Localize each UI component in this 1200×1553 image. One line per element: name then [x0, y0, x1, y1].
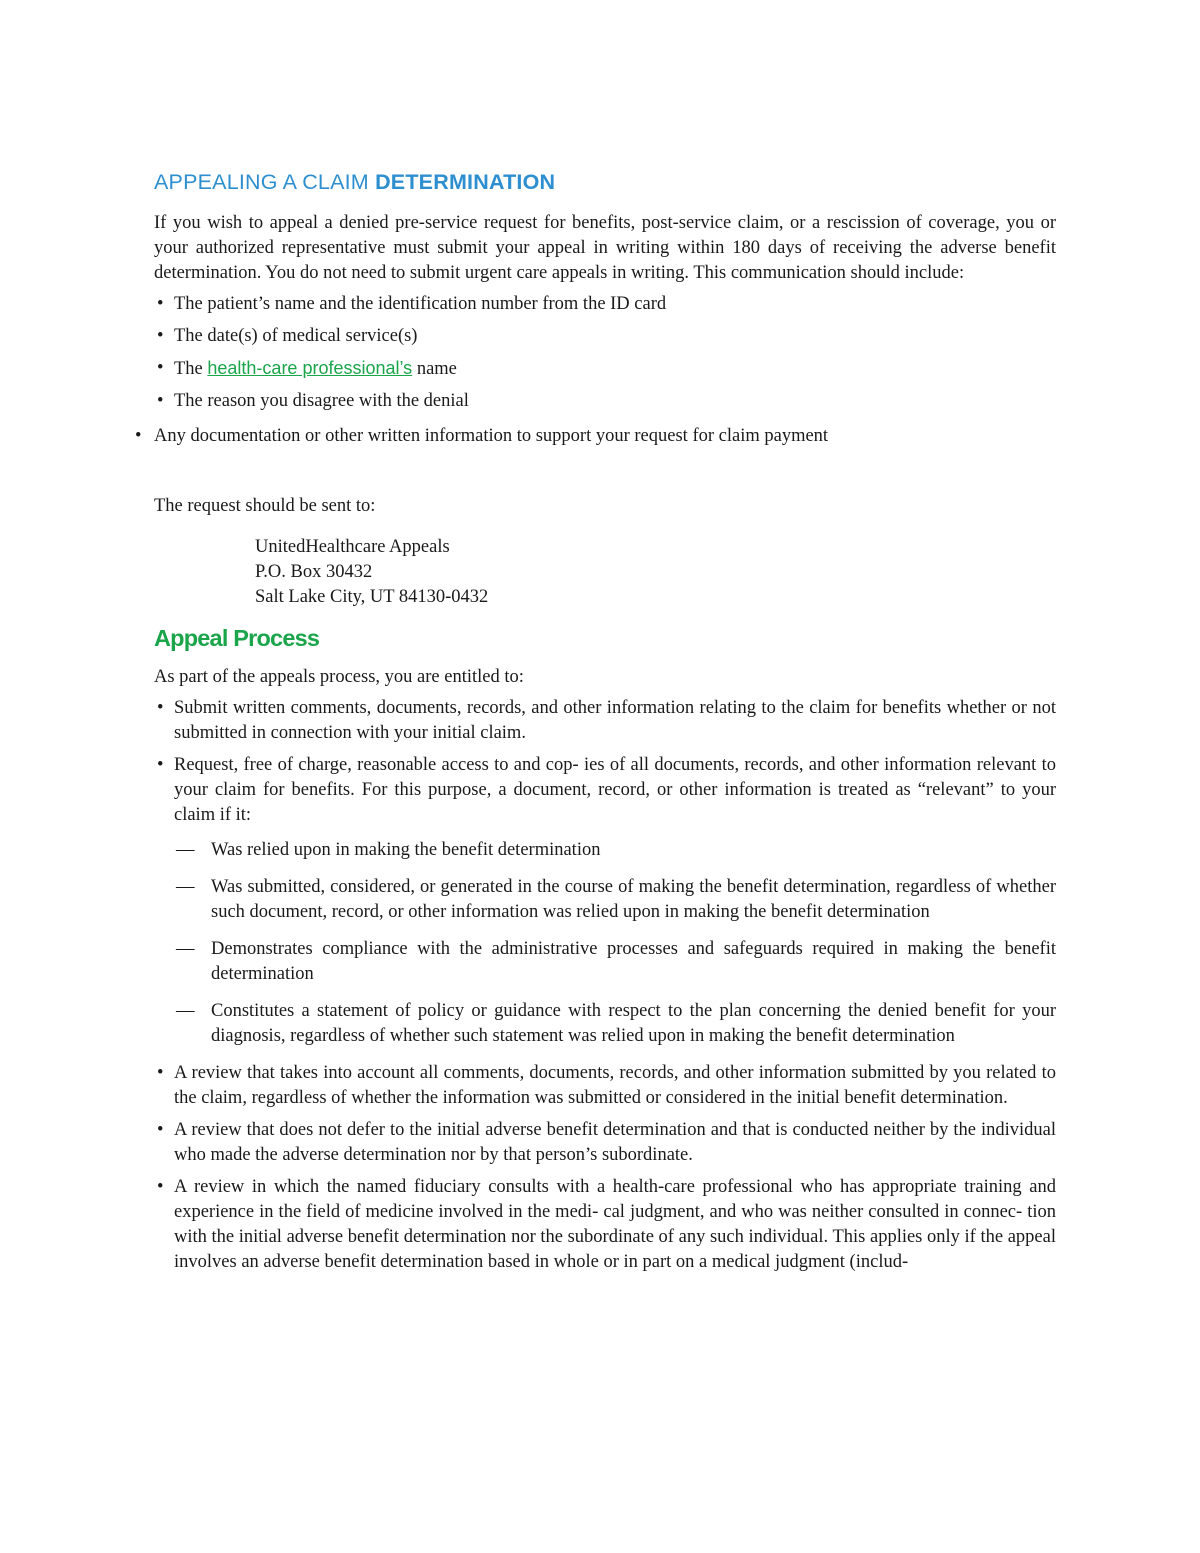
sent-to-label: The request should be sent to: [154, 496, 376, 516]
dash-mark: — [176, 939, 195, 959]
bullet-mark: • [157, 294, 164, 314]
appeal-process-heading: Appeal Process [154, 625, 320, 651]
list-item: • The date(s) of medical service(s) [154, 324, 1056, 349]
list-item: • Submit written comments, documents, records, and other information relating to the claim for benefits whether or not submitted in connection with your initial claim. [157, 698, 1056, 743]
bullet-mark: • [157, 1177, 164, 1197]
entitlements-list [154, 696, 1056, 1275]
relevance-sublist [174, 838, 1056, 1049]
list-item-outdented: • Any documentation or other written information to support your request for claim payment [154, 424, 1056, 449]
bullet-mark: • [135, 426, 142, 446]
list-item: • A review in which the named fiduciary consults with a health-care professional who has appropriate training and experience in the field of medicine involved in the medi- cal judgment, and who was neither consulted in connec- tion with the initial adverse benefit determination nor the subordinate of any such individual. This applies only if the appeal involves an adverse benefit determination based in whole or in part on a medical judgment (includ- [157, 1177, 1056, 1272]
bullet-mark: • [157, 326, 164, 346]
mailing-address [154, 535, 1056, 610]
section-title [154, 170, 1056, 195]
dash-mark: — [176, 877, 195, 897]
dash-mark: — [176, 840, 195, 860]
bullet-mark: • [157, 755, 164, 775]
sublist-item: — Constitutes a statement of policy or guidance with respect to the plan concerning the denied benefit for your diagnosis, regardless of whether such statement was relied upon in making the benefit determination [176, 1001, 1056, 1046]
sublist-item: — Was submitted, considered, or generated in the course of making the benefit determination, regardless of whether such document, record, or other information was relied upon in making the benefit determination [176, 877, 1056, 922]
bullet-mark: • [157, 1063, 164, 1083]
list-item: • Request, free of charge, reasonable access to and cop- ies of all documents, records, and other information relevant to your claim for benefits. For this purpose, a document, record, or other information is treated as “relevant” to your claim if it: — Was relied upon in making the benefit determination — Was submitted, considered, or generated in the course of making the benefit determination, regardless of whether such document, record, or other information was relied upon in making the benefit determination — Demonstrates compliance with the administrative processes and safeguards required in making the benefit determination — Constitutes a statement of policy or guidance with respect to the plan concerning the denied benefit for your diagnosis, regardless of whether such statement was relied upon in making the benefit determination [154, 753, 1056, 1049]
sublist-item: — Demonstrates compliance with the administrative processes and safeguards required in making the benefit determination [176, 939, 1056, 984]
include-list [154, 292, 1056, 414]
dash-mark: — [176, 1001, 195, 1021]
health-care-professional-link[interactable]: health-care professional’s [207, 358, 413, 378]
appeal-intro: As part of the appeals process, you are entitled to: [154, 667, 524, 687]
title-bold: DETERMINATION [375, 170, 556, 194]
list-item: • The reason you disagree with the denial [154, 389, 1056, 414]
title-light: APPEALING A CLAIM [154, 170, 376, 194]
list-item: • The health-care professional’s name [157, 358, 457, 379]
document-page [135, 170, 1056, 1282]
bullet-mark: • [157, 1120, 164, 1140]
bullet-mark: • [157, 698, 164, 718]
address-line: UnitedHealthcare Appeals [255, 537, 450, 557]
list-item: • The patient’s name and the identification number from the ID card [154, 292, 1056, 317]
bullet-mark: • [157, 358, 164, 378]
list-item: • A review that does not defer to the initial adverse benefit determination and that is conducted neither by the individual who made the adverse determination nor by that person’s subordinate. [157, 1120, 1056, 1165]
sublist-item: — Was relied upon in making the benefit determination [154, 838, 1056, 863]
address-line: Salt Lake City, UT 84130-0432 [255, 587, 489, 607]
address-line: P.O. Box 30432 [255, 562, 373, 582]
bullet-mark: • [157, 391, 164, 411]
list-item: • A review that takes into account all comments, documents, records, and other information submitted by you related to the claim, regardless of whether the information was submitted or considered in the initial benefit determination. [157, 1063, 1056, 1108]
intro-paragraph: If you wish to appeal a denied pre-service request for benefits, post-service claim, or a rescission of coverage, you or your authorized representative must submit your appeal in writing within 180 days of receiving the adverse benefit determination. You do not need to submit urgent care appeals in writing. This communication should include: [154, 213, 1056, 283]
